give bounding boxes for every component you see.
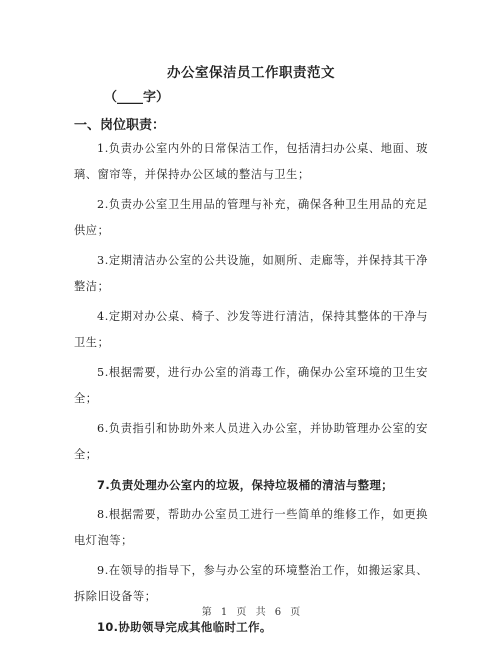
duty-item-8: 8.根据需要，帮助办公室员工进行一些简单的维修工作，如更换电灯泡等； <box>74 508 428 547</box>
duty-item-10: 10.协助领导完成其他临时工作。 <box>97 620 272 634</box>
duty-item-5: 5.根据需要，进行办公室的消毒工作，确保办公室环境的卫生安全； <box>74 366 428 405</box>
duty-item-3: 3.定期清洁办公室的公共设施，如厕所、走廊等，并保持其干净整洁； <box>74 254 428 293</box>
duty-item-1: 1.负责办公室内外的日常保洁工作，包括清扫办公桌、地面、玻璃、窗帘等，并保持办公区域的整洁与卫生； <box>74 142 428 181</box>
duty-item-2: 2.负责办公室卫生用品的管理与补充，确保各种卫生用品的充足供应； <box>74 198 428 237</box>
document-subtitle: （____字） <box>104 90 170 105</box>
section-heading: 一、岗位职责： <box>74 118 166 133</box>
duty-item-9: 9.在领导的指导下，参与办公室的环境整治工作，如搬运家具、拆除旧设备等； <box>74 564 428 603</box>
page-footer: 第 1 页 共 6 页 <box>201 607 301 618</box>
document-title: 办公室保洁员工作职责范文 <box>167 65 335 81</box>
duties-list <box>74 136 428 644</box>
duty-item-6: 6.负责指引和协助外来人员进入办公室，并协助管理办公室的安全； <box>74 422 428 461</box>
duty-item-7: 7.负责处理办公室内的垃圾，保持垃圾桶的清洁与整理； <box>97 478 394 492</box>
duty-item-4: 4.定期对办公桌、椅子、沙发等进行清洁，保持其整体的干净与卫生； <box>74 310 428 349</box>
